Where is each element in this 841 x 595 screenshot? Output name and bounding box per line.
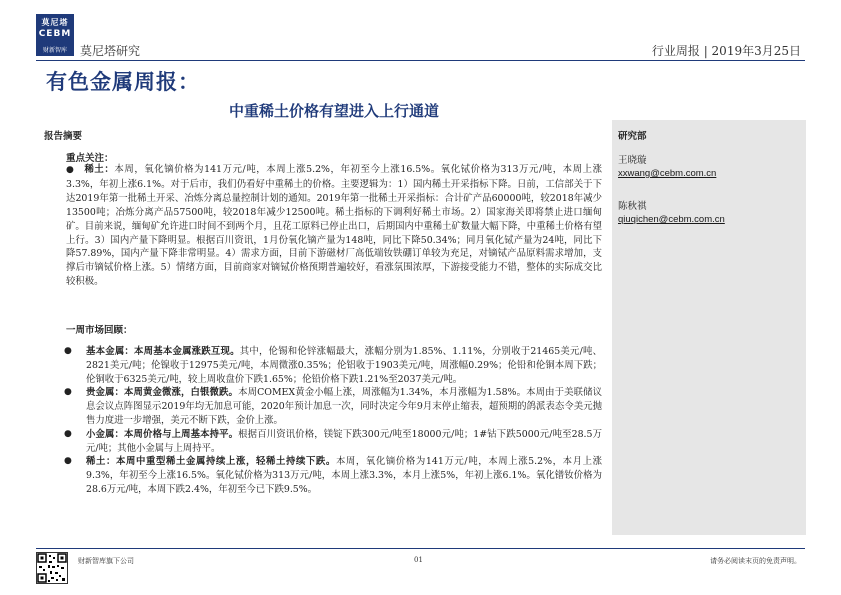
report-date: | 2019年3月25日 (703, 44, 801, 58)
item-text: 根据百川资讯价格，镁锭下跌300元/吨至18000元/吨；1#钴下跌5000元/吨至28.5万元/吨；其他小金属与上周持平。 (86, 428, 602, 454)
bullet-icon: ● (64, 456, 72, 467)
logo-cn-text: 莫尼塔 (41, 18, 69, 27)
item-lead: 稀土：本周中重型稀土金属持续上涨，轻稀土持续下跌。 (86, 456, 336, 468)
brand-name: 莫尼塔研究 (80, 44, 141, 58)
list-item (66, 386, 602, 427)
analyst-name: 陈秋祺 (618, 201, 647, 212)
report-meta (652, 42, 801, 59)
bullet-icon: ● (64, 428, 72, 439)
qr-code-icon (36, 552, 68, 584)
page-subtitle: 中重稀土价格有望进入上行通道 (228, 102, 439, 120)
header-divider (36, 60, 805, 61)
focus-paragraph (66, 163, 602, 289)
weekly-review-heading: 一周市场回顾： (66, 325, 133, 336)
report-type: 行业周报 (651, 44, 700, 58)
item-text: 本周，氧化镝价格为141万元/吨，本周上涨5.2%，本月上涨9.3%，年初至今上涨16.5%。氧化铽价格为313万元/吨，本周上涨3.3%，本月上涨5%，年初上涨6.1%。氧化镨钕价格为28.6万元/吨，本周下跌2.4%，年初至今已下跌9.5%。 (86, 456, 602, 495)
analyst-name: 王晓璇 (618, 155, 647, 166)
logo-subtitle: 财新智库 (36, 46, 74, 56)
list-item (66, 345, 602, 386)
bullet-icon: ● (64, 346, 72, 356)
item-text: 本周COMEX黄金小幅上涨，周涨幅为1.34%，本月涨幅为1.58%。本周由于美联储议息会议点阵图显示2019年均无加息可能，2020年预计加息一次，同时决定今年9月末停止缩表，超预期的鸽派表态令美元抛售力度进一步增强，美元不断下跌，金价上涨。 (86, 387, 602, 426)
research-sidebar (612, 120, 806, 535)
page-number: 01 (414, 556, 423, 564)
summary-heading: 报告摘要 (44, 131, 83, 142)
logo-en-text: CEBM (38, 29, 72, 39)
focus-heading: 重点关注： (66, 153, 114, 164)
analyst-email-link[interactable]: xxwang@cebm.com.cn (618, 168, 717, 179)
page-title: 有色金属周报： (46, 69, 200, 94)
focus-lead: 稀土： (84, 164, 115, 175)
focus-text: 本周，氧化镝价格为141万元/吨，本周上涨5.2%，年初至今上涨16.5%。氧化铽价格为313万元/吨，本周上涨3.3%，年初上涨6.1%。对于后市，我们仍看好中重稀土的价格。主要逻辑为：1）国内稀土开采指标下降。日前，工信部关于下达2019年第一批稀土开采、冶炼分离总量控制计划的通知。2019年第一批稀土开采指标：合计矿产品60000吨，较2018年减少13500吨；冶炼分离产品57500吨，较2018年减少12500吨。稀土指标的下调利好稀土市场。2）国家海关即将禁止进口缅甸矿。目前来说，缅甸矿允许进口时间不到两个月，且花工原料已停止出口，后期国内中重稀土矿数量大幅下降，中重稀土价格有望上行。3）国内产量下降明显。根据百川资讯，1月份氧化镝产量为148吨，同比下降50.34%；同月氧化铽产量为24吨，同比下降57.89%，国内产量下降非常明显。4）需求方面，目前下游磁材厂高低端钕铁硼订单较为充足，对镝铽产品原料需求增加，支撑后市镝铽价格上涨。5）情绪方面，目前商家对镝铽价格预期普遍较好，看涨氛围浓厚，下游接受能力不错，整体的实际成交比较积极。 (66, 164, 602, 288)
item-lead: 贵金属：本周黄金微涨，白银微跌。 (86, 387, 239, 399)
bullet-icon: ● (66, 165, 75, 175)
cebm-logo (36, 14, 74, 46)
item-lead: 基本金属：本周基本金属涨跌互现。 (86, 346, 240, 357)
analyst-email-link[interactable]: qiuqichen@cebm.com.cn (618, 214, 725, 225)
list-item (66, 455, 602, 496)
item-lead: 小金属：本周价格与上周基本持平。 (86, 428, 239, 440)
footer-divider (36, 548, 805, 549)
market-review-list (66, 345, 602, 497)
footer-disclaimer: 请务必阅读末页的免责声明。 (710, 557, 801, 565)
sidebar-title: 研究部 (618, 131, 647, 142)
list-item (66, 428, 602, 456)
item-text: 其中，伦锡和伦锌涨幅最大，涨幅分别为1.85%、1.11%，分别收于21465美元/吨、2821美元/吨；伦镍收于12975美元/吨，本周微涨0.35%；伦铝收于1903美元/吨，周涨幅0.29%；伦铅和伦铜本周下跌；伦铜收于6325美元/吨，较上周收盘价下跌1.65%；伦铅价格下跌1.21%至2037美元/吨。 (86, 346, 602, 385)
bullet-icon: ● (64, 387, 72, 398)
footer-company: 财新智库旗下公司 (78, 557, 134, 565)
